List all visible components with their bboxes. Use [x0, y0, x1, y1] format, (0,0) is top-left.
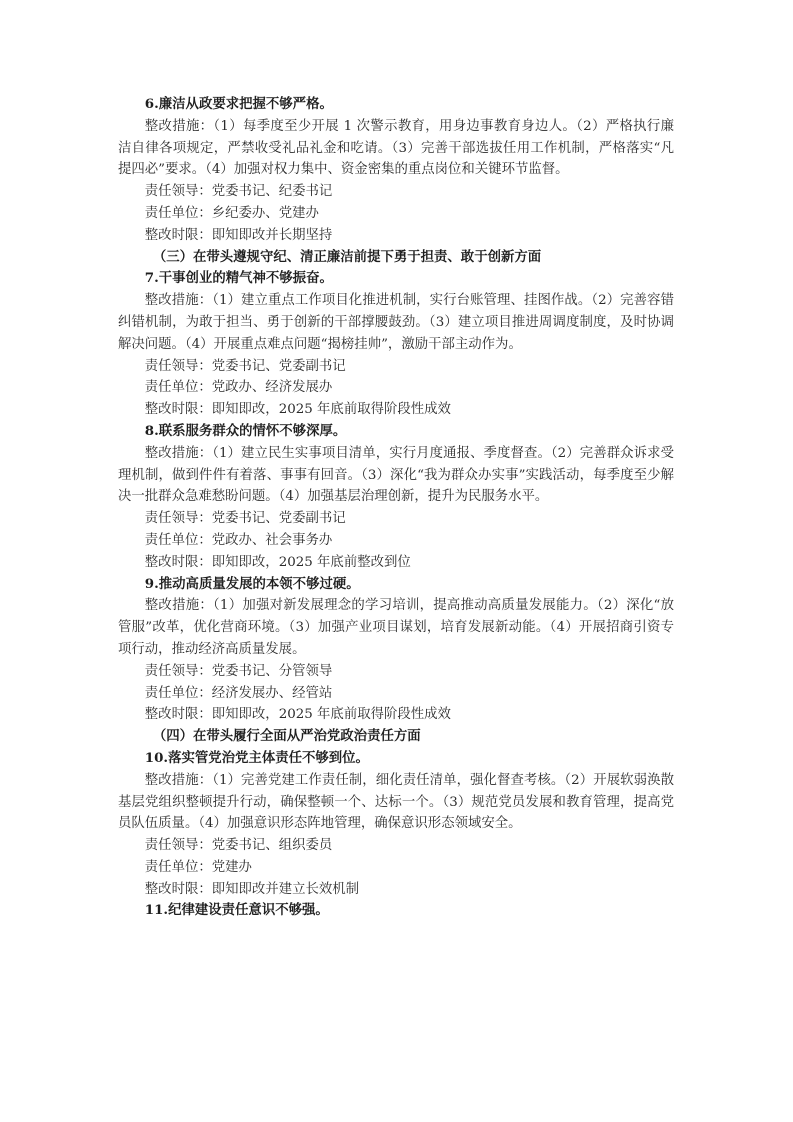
measures-paragraph: 整改措施：（1）建立民生实事项目清单，实行月度通报、季度督查。（2）完善群众诉求受理机制，做到件件有着落、事事有回音。（3）深化“我为群众办实事”实践活动，每季度至少解决一批群众急难愁盼问题。（4）加强基层治理创新，提升为民服务水平。 — [118, 445, 674, 505]
measures-paragraph: 整改措施：（1）完善党建工作责任制，细化责任清单，强化督查考核。（2）开展软弱涣散基层党组织整顿提升行动，确保整顿一个、达标一个。（3）规范党员发展和教育管理，提高党员队伍质量。（4）加强意识形态阵地管理，确保意识形态领域安全。 — [118, 772, 674, 832]
responsible-leader: 责任领导：党委书记、分管领导 — [144, 663, 333, 679]
problem-heading-7: 7.干事创业的精气神不够振奋。 — [144, 270, 333, 287]
responsible-leader: 责任领导：党委书记、组织委员 — [144, 838, 333, 854]
problem-heading-6: 6.廉洁从政要求把握不够严格。 — [144, 96, 333, 112]
problem-heading-11: 11.纪律建设责任意识不够强。 — [144, 902, 329, 919]
problem-heading-9: 9.推动高质量发展的本领不够过硬。 — [144, 575, 360, 592]
deadline: 整改时限：即知即改，2025 年底前取得阶段性成效 — [144, 707, 451, 723]
responsible-unit: 责任单位：党政办、社会事务办 — [144, 532, 333, 548]
responsible-unit: 责任单位：党建办 — [144, 859, 252, 875]
document-body — [118, 94, 674, 922]
section-heading-4: （四）在带头履行全面从严治党政治责任方面 — [152, 728, 421, 745]
responsible-leader: 责任领导：党委书记、党委副书记 — [144, 358, 346, 374]
problem-heading-8: 8.联系服务群众的情怀不够深厚。 — [144, 422, 347, 439]
responsible-leader: 责任领导：党委书记、纪委书记 — [144, 184, 333, 200]
deadline: 整改时限：即知即改并长期坚持 — [144, 227, 333, 243]
deadline: 整改时限：即知即改，2025 年底前取得阶段性成效 — [144, 402, 451, 418]
measures-paragraph: 整改措施：（1）建立重点工作项目化推进机制，实行台账管理、挂图作战。（2）完善容错纠错机制，为敢于担当、勇于创新的干部撑腰鼓劲。（3）建立项目推进周调度制度，及时协调解决问题。（4）开展重点难点问题“揭榜挂帅”，激励干部主动作为。 — [118, 293, 674, 352]
measures-paragraph: 整改措施：（1）加强对新发展理念的学习培训，提高推动高质量发展能力。（2）深化“放管服”改革，优化营商环境。（3）加强产业项目谋划，培育发展新动能。（4）开展招商引资专项行动，推动经济高质量发展。 — [118, 598, 674, 657]
problem-heading-10: 10.落实管党治党主体责任不够到位。 — [144, 749, 369, 766]
responsible-unit: 责任单位：经济发展办、经管站 — [144, 685, 333, 701]
measures-paragraph: 整改措施：（1）每季度至少开展 1 次警示教育，用身边事教育身边人。（2）严格执行廉洁自律各项规定，严禁收受礼品礼金和吃请。（3）完善干部选拔任用工作机制，严格落实“凡提四必”要求。（4）加强对权力集中、资金密集的重点岗位和关键环节监督。 — [118, 118, 674, 178]
deadline: 整改时限：即知即改并建立长效机制 — [144, 881, 360, 897]
deadline: 整改时限：即知即改，2025 年底前整改到位 — [144, 554, 411, 570]
responsible-unit: 责任单位：党政办、经济发展办 — [144, 380, 333, 396]
section-heading-3: （三）在带头遵规守纪、清正廉洁前提下勇于担责、敢于创新方面 — [152, 248, 542, 265]
responsible-unit: 责任单位：乡纪委办、党建办 — [144, 205, 319, 221]
responsible-leader: 责任领导：党委书记、党委副书记 — [144, 511, 346, 527]
